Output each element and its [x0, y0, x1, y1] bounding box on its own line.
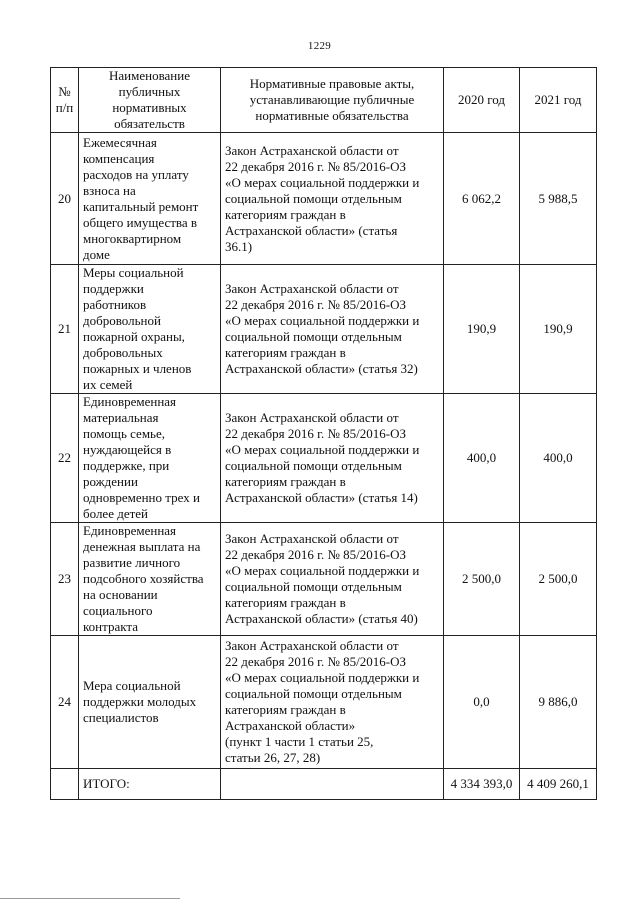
text-line: Астраханской области» (статья 40) — [225, 611, 418, 626]
header-num — [51, 68, 79, 133]
text-line: 22 декабря 2016 г. № 85/2016-ОЗ — [225, 297, 406, 312]
row-number: 21 — [51, 265, 79, 394]
text-line: Закон Астраханской области от — [225, 410, 399, 425]
text-line: Мера социальной — [83, 678, 181, 693]
text-line: подсобного хозяйства — [83, 571, 204, 586]
total-num-empty — [51, 769, 79, 800]
text-line: помощь семье, — [83, 426, 165, 441]
text-line: категориям граждан в — [225, 206, 346, 222]
text-line: № — [58, 84, 71, 99]
text-line: специалистов — [83, 710, 159, 725]
table-row — [51, 636, 597, 769]
text-line: Астраханской области» (статья — [225, 222, 398, 238]
header-2021: 2021 год — [520, 68, 597, 133]
header-2020: 2020 год — [444, 68, 520, 133]
text-line: Единовременная — [83, 523, 177, 538]
text-line: расходов на уплату — [83, 166, 189, 182]
text-line: материальная — [83, 410, 159, 425]
text-line: «О мерах социальной поддержки и — [225, 174, 420, 190]
page-number: 1229 — [307, 40, 332, 52]
text-line: социальной помощи отдельным — [225, 458, 402, 473]
text-line: рождении — [83, 474, 138, 489]
text-line: категориям граждан в — [225, 702, 346, 717]
value-2020: 400,0 — [444, 394, 520, 523]
text-line: социальной помощи отдельным — [225, 686, 402, 701]
row-number: 24 — [51, 636, 79, 769]
text-line: более детей — [83, 506, 149, 521]
text-line: «О мерах социальной поддержки и — [225, 313, 420, 328]
text-line: нормативных — [112, 100, 187, 115]
text-line: «О мерах социальной поддержки и — [225, 670, 420, 685]
text-line: развитие личного — [83, 555, 181, 570]
obligation-name — [79, 133, 221, 265]
text-line: добровольных — [83, 345, 163, 360]
text-line: пожарной охраны, — [83, 329, 185, 344]
text-line: Астраханской области» (статья 14) — [225, 490, 418, 505]
obligation-name — [79, 394, 221, 523]
text-line: капитальный ремонт — [83, 198, 199, 214]
text-line: Закон Астраханской области от — [225, 531, 399, 546]
value-2020: 0,0 — [444, 636, 520, 769]
text-line: на основании — [83, 587, 158, 602]
text-line: категориям граждан в — [225, 474, 346, 489]
table-header-row — [51, 68, 597, 133]
legal-acts — [221, 394, 444, 523]
text-line: компенсация — [83, 150, 155, 166]
obligation-name — [79, 265, 221, 394]
text-line: 36.1) — [225, 238, 253, 254]
text-line: Астраханской области» — [225, 718, 356, 733]
legal-acts — [221, 265, 444, 394]
text-line: поддержки молодых — [83, 694, 197, 709]
text-line: социальной помощи отдельным — [225, 579, 402, 594]
text-line: пожарных и членов — [83, 361, 192, 376]
text-line: доме — [83, 246, 110, 262]
table-row — [51, 133, 597, 265]
text-line: (пункт 1 части 1 статьи 25, — [225, 734, 374, 749]
text-line: поддержки — [83, 281, 144, 296]
text-line: добровольной — [83, 313, 161, 328]
value-2021: 5 988,5 — [520, 133, 597, 265]
text-line: публичных — [118, 84, 181, 99]
text-line: 22 декабря 2016 г. № 85/2016-ОЗ — [225, 547, 406, 562]
text-line: 22 декабря 2016 г. № 85/2016-ОЗ — [225, 158, 406, 174]
text-line: нормативные обязательства — [255, 108, 409, 123]
table-row — [51, 523, 597, 636]
text-line: «О мерах социальной поддержки и — [225, 442, 420, 457]
text-line: одновременно трех и — [83, 490, 200, 505]
obligation-name — [79, 636, 221, 769]
value-2020: 2 500,0 — [444, 523, 520, 636]
text-line: п/п — [55, 100, 74, 115]
text-line: денежная выплата на — [83, 539, 201, 554]
value-2021: 9 886,0 — [520, 636, 597, 769]
text-line: Закон Астраханской области от — [225, 638, 399, 653]
total-row — [51, 769, 597, 800]
text-line: Ежемесячная — [83, 134, 157, 150]
text-line: категориям граждан в — [225, 595, 346, 610]
row-number: 20 — [51, 133, 79, 265]
text-line: взноса на — [83, 182, 136, 198]
text-line: многоквартирном — [83, 230, 182, 246]
total-2021: 4 409 260,1 — [520, 769, 597, 800]
text-line: Единовременная — [83, 394, 177, 409]
text-line: общего имущества в — [83, 214, 198, 230]
text-line: Наименование — [109, 68, 190, 83]
text-line: Нормативные правовые акты, — [249, 76, 415, 91]
text-line: социальной помощи отдельным — [225, 190, 402, 206]
table-row — [51, 394, 597, 523]
text-line: «О мерах социальной поддержки и — [225, 563, 420, 578]
text-line: 22 декабря 2016 г. № 85/2016-ОЗ — [225, 654, 406, 669]
table-row — [51, 265, 597, 394]
text-line: Меры социальной — [83, 265, 184, 280]
text-line: их семей — [83, 377, 133, 392]
total-acts-empty — [221, 769, 444, 800]
obligations-table — [50, 67, 597, 800]
text-line: 22 декабря 2016 г. № 85/2016-ОЗ — [225, 426, 406, 441]
text-line: Закон Астраханской области от — [225, 142, 399, 158]
row-number: 22 — [51, 394, 79, 523]
text-line: устанавливающие публичные — [249, 92, 415, 107]
value-2020: 6 062,2 — [444, 133, 520, 265]
text-line: нуждающейся в — [83, 442, 172, 457]
legal-acts — [221, 133, 444, 265]
text-line: контракта — [83, 619, 138, 634]
text-line: статьи 26, 27, 28) — [225, 750, 321, 765]
text-line: Закон Астраханской области от — [225, 281, 399, 296]
text-line: социального — [83, 603, 153, 618]
value-2020: 190,9 — [444, 265, 520, 394]
total-2020: 4 334 393,0 — [444, 769, 520, 800]
legal-acts — [221, 523, 444, 636]
scan-edge-line — [0, 898, 180, 899]
header-name — [79, 68, 221, 133]
total-label: ИТОГО: — [79, 769, 221, 800]
text-line: поддержке, при — [83, 458, 170, 473]
row-number: 23 — [51, 523, 79, 636]
text-line: обязательств — [114, 116, 185, 131]
value-2021: 400,0 — [520, 394, 597, 523]
value-2021: 2 500,0 — [520, 523, 597, 636]
text-line: категориям граждан в — [225, 345, 346, 360]
legal-acts — [221, 636, 444, 769]
text-line: работников — [83, 297, 147, 312]
text-line: социальной помощи отдельным — [225, 329, 402, 344]
header-acts — [221, 68, 444, 133]
text-line: Астраханской области» (статья 32) — [225, 361, 418, 376]
obligation-name — [79, 523, 221, 636]
value-2021: 190,9 — [520, 265, 597, 394]
